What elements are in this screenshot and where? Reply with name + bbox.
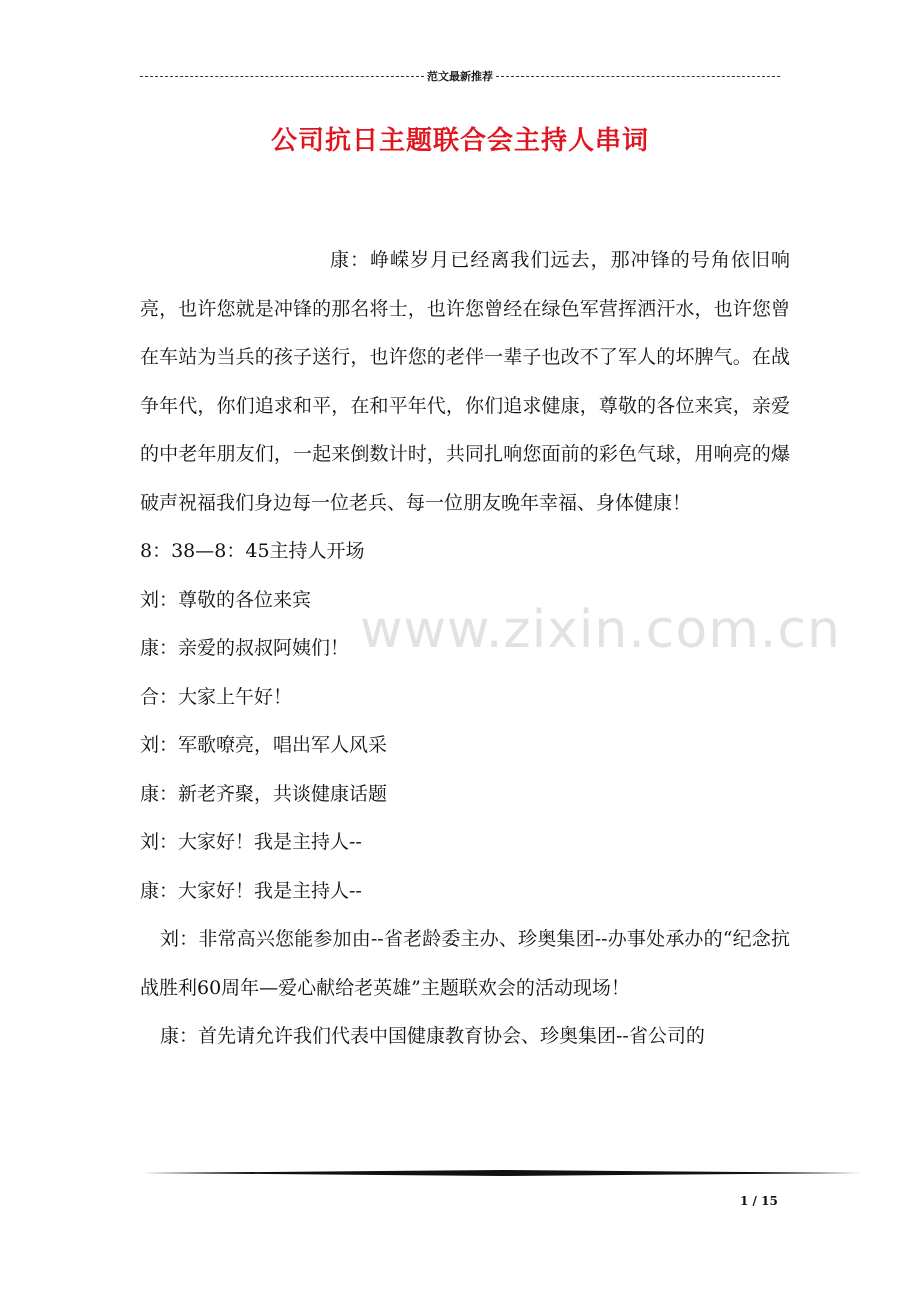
header-label: 范文最新推荐	[427, 70, 493, 83]
script-line: 8：38—8：45主持人开场	[140, 540, 365, 562]
kang-paragraph: 康：首先请允许我们代表中国健康教育协会、珍奥集团--省公司的	[160, 1025, 705, 1047]
liu-paragraph: 刘：非常高兴您能参加由--省老龄委主办、珍奥集团--办事处承办的“纪念抗战胜利60周年—爱心献给老英雄”主题联欢会的活动现场！	[140, 928, 790, 999]
header-dashes-right	[496, 76, 780, 77]
page-number: 1 / 15	[740, 1194, 778, 1208]
script-line: 刘：军歌嘹亮，唱出军人风采	[140, 734, 388, 756]
script-line: 康：新老齐聚，共谈健康话题	[140, 782, 388, 805]
header-dashes-left	[140, 76, 424, 77]
watermark: www.zixin.com.cn	[360, 600, 841, 660]
script-line: 合：大家上午好！	[140, 685, 293, 708]
footer-rule	[142, 1170, 862, 1176]
script-line: 刘：尊敬的各位来宾	[140, 588, 312, 611]
script-line: 康：亲爱的叔叔阿姨们！	[140, 637, 350, 659]
script-line: 刘：大家好！我是主持人--	[140, 831, 362, 853]
page-header	[140, 66, 780, 86]
document-title: 公司抗日主题联合会主持人串词	[270, 126, 649, 156]
intro-paragraph: 康：峥嵘岁月已经离我们远去，那冲锋的号角依旧响亮，也许您就是冲锋的那名将士，也许您曾经在绿色军营挥洒汗水，也许您曾在车站为当兵的孩子送行，也许您的老伴一辈子也改不了军人的坏脾气。在战争年代，你们追求和平，在和平年代，你们追求健康，尊敬的各位来宾，亲爱的中老年朋友们，一起来倒数计时，共同扎响您面前的彩色气球，用响亮的爆破声祝福我们身边每一位老兵、每一位朋友晚年幸福、身体健康！	[140, 249, 790, 514]
script-line: 康：大家好！我是主持人--	[140, 879, 362, 902]
